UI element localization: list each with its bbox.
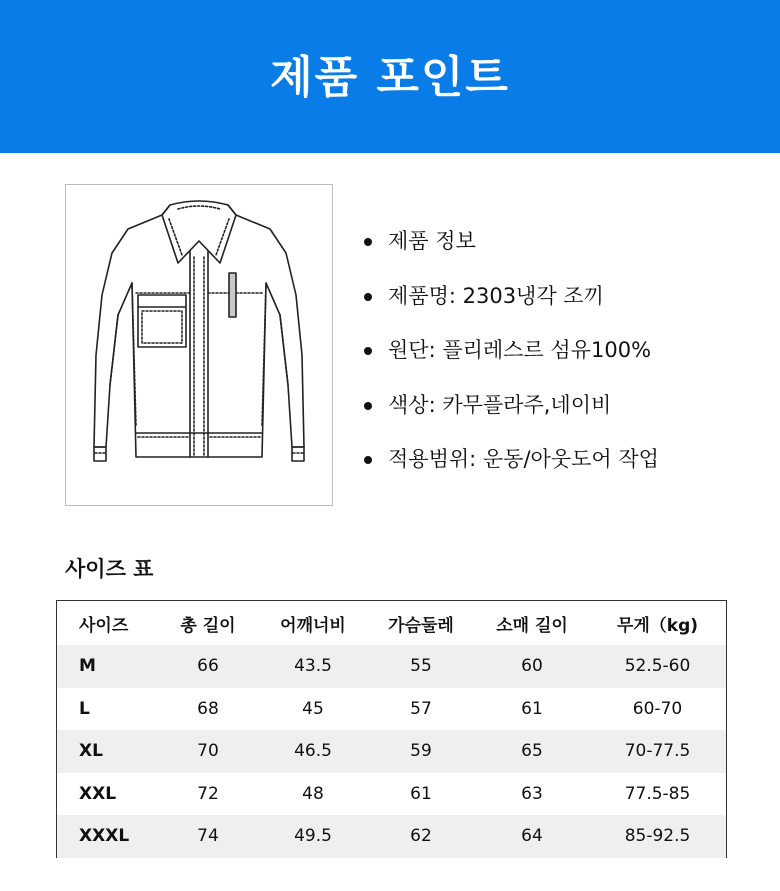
table-cell: 52.5-60 xyxy=(589,645,726,688)
table-cell: 65 xyxy=(475,730,589,773)
table-cell: 85-92.5 xyxy=(589,815,726,858)
bullet-icon xyxy=(364,238,372,246)
column-header: 사이즈 xyxy=(57,601,157,645)
info-item-colors xyxy=(362,383,659,438)
column-header: 소매 길이 xyxy=(475,601,589,645)
jacket-illustration xyxy=(66,185,332,505)
table-row xyxy=(57,773,726,816)
table-cell: 70-77.5 xyxy=(589,730,726,773)
table-cell: 68 xyxy=(197,698,219,719)
table-cell: 48 xyxy=(302,783,324,804)
table-cell: 57 xyxy=(410,698,432,719)
table-cell: 60 xyxy=(475,645,589,688)
table-cell: 59 xyxy=(367,730,475,773)
table-cell: XL xyxy=(57,730,157,773)
table-cell: 61 xyxy=(521,698,543,719)
table-cell: 55 xyxy=(367,645,475,688)
table-header-row xyxy=(57,601,726,645)
table-cell: M xyxy=(57,645,157,688)
table-row xyxy=(57,730,726,773)
column-header: 총 길이 xyxy=(157,601,259,645)
table-cell: 63 xyxy=(521,783,543,804)
banner-title: 제품 포인트 xyxy=(270,52,510,103)
table-row xyxy=(57,688,726,731)
table-cell: XXXL xyxy=(57,815,157,858)
table-cell: 43.5 xyxy=(259,645,367,688)
header-banner xyxy=(0,0,780,153)
table-cell: 66 xyxy=(157,645,259,688)
table-cell: 45 xyxy=(302,698,324,719)
table-row xyxy=(57,815,726,858)
table-cell: 74 xyxy=(157,815,259,858)
bullet-icon xyxy=(364,347,372,355)
table-cell: 77.5-85 xyxy=(624,783,691,804)
product-info-list xyxy=(362,219,659,492)
size-table-heading: 사이즈 표 xyxy=(65,557,154,581)
table-cell: 49.5 xyxy=(259,815,367,858)
bullet-icon xyxy=(364,456,372,464)
info-text: 색상: 카무플라주,네이비 xyxy=(388,392,612,417)
table-cell: L xyxy=(79,698,90,719)
column-header: 가슴둘레 xyxy=(367,601,475,645)
info-text: 원단: 플리레스르 섬유100% xyxy=(388,338,652,362)
product-image xyxy=(65,184,333,506)
table-cell: 64 xyxy=(475,815,589,858)
table-cell: 46.5 xyxy=(259,730,367,773)
table-cell: 62 xyxy=(367,815,475,858)
bullet-icon xyxy=(364,402,372,410)
table-cell: 72 xyxy=(197,783,219,804)
info-item-product-info xyxy=(362,219,659,274)
size-table xyxy=(56,600,727,858)
info-text: 제품 정보 xyxy=(388,229,476,253)
table-cell: 61 xyxy=(410,783,432,804)
info-text: 제품명: 2303냉각 조끼 xyxy=(388,283,604,308)
table-cell: XXL xyxy=(79,783,117,804)
info-item-product-name xyxy=(362,274,659,329)
column-header: 무게（kg) xyxy=(589,601,726,645)
table-row xyxy=(57,645,726,688)
bullet-icon xyxy=(364,293,372,301)
info-item-usage xyxy=(362,437,659,492)
info-text: 적용범위: 운동/아웃도어 작업 xyxy=(388,447,659,471)
info-item-fabric xyxy=(362,328,659,383)
table-cell: 70 xyxy=(157,730,259,773)
column-header: 어깨너비 xyxy=(259,601,367,645)
table-cell: 60-70 xyxy=(632,698,683,719)
